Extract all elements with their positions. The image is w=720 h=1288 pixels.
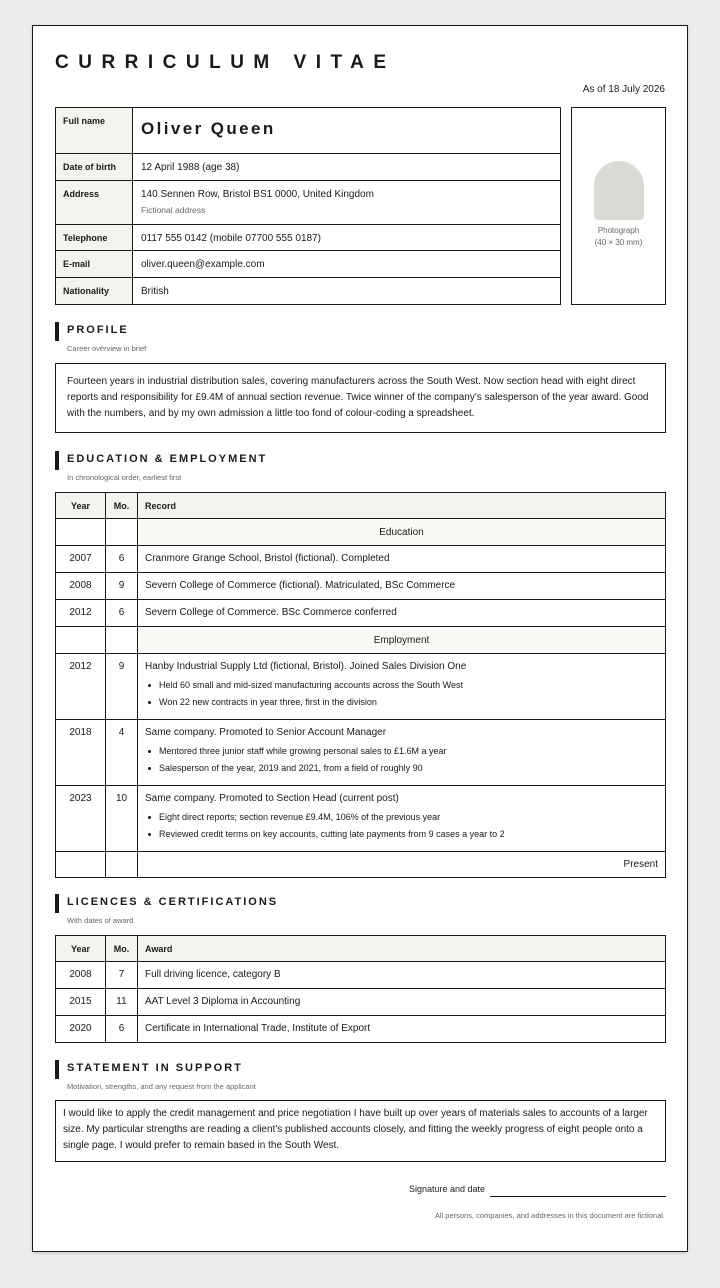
as-of-date: As of 18 July 2026 [582, 84, 665, 95]
table-row: 2008 7 Full driving licence, category B [56, 962, 666, 989]
signature-label: Signature and date [409, 1184, 486, 1194]
email-value: oliver.queen@example.com [133, 251, 561, 278]
full-name-label: Full name [56, 108, 133, 154]
table-row: 2012 9 Hanby Industrial Supply Ltd (fictional, Bristol). Joined Sales Division One Held 60 small and mid-sized manufacturing accounts across the South West Won 22 new contracts in year three, first in the division [56, 654, 666, 720]
section-subtitle: In chronological order, earliest first [67, 473, 182, 482]
statement-text: I would like to apply the credit management and price negotiation I have built up over years of materials sales to accounts of a larger size. My particular strengths are reading a client's published accounts closely, and fitting the weekly progress of eight people onto a single page. I would prefer to remain based in the South West. [55, 1100, 666, 1162]
list-item: Mentored three junior staff while growing personal sales to £1.6M a year [145, 743, 658, 760]
address-label: Address [56, 181, 133, 225]
education-divider: Education [138, 519, 666, 546]
section-title: PROFILE [67, 324, 129, 336]
fictional-note: All persons, companies, and addresses in this document are fictional. [434, 1211, 665, 1220]
table-row: 2008 9 Severn College of Commerce (fictional). Matriculated, BSc Commerce [56, 573, 666, 600]
table-row: 2023 10 Same company. Promoted to Section Head (current post) Eight direct reports; section revenue £9.4M, 106% of the previous year Reviewed credit terms on key accounts, cutting late payments from 9 cases a year to 2 [56, 786, 666, 852]
list-item: Won 22 new contracts in year three, first in the division [145, 694, 658, 711]
present-label: Present [138, 852, 666, 878]
section-title: EDUCATION & EMPLOYMENT [67, 453, 268, 465]
telephone-value: 0117 555 0142 (mobile 07700 555 0187) [133, 225, 561, 251]
address-value: 140 Sennen Row, Bristol BS1 0000, United Kingdom [141, 189, 374, 200]
photo-caption: Photograph [597, 226, 640, 235]
document-title: CURRICULUM VITAE [55, 52, 396, 73]
record-text: Same company. Promoted to Senior Account Manager [145, 727, 387, 738]
section-bar [55, 322, 59, 341]
col-year-header: Year [56, 493, 106, 519]
photo-size: (40 × 30 mm) [594, 238, 643, 247]
col-month-header: Mo. [106, 493, 138, 519]
bullet-list [145, 677, 658, 711]
bullet-list [145, 743, 658, 777]
table-row: 2012 6 Severn College of Commerce. BSc Commerce conferred [56, 600, 666, 627]
table-row: 2015 11 AAT Level 3 Diploma in Accounting [56, 989, 666, 1016]
section-title: STATEMENT IN SUPPORT [67, 1062, 243, 1074]
telephone-label: Telephone [56, 225, 133, 251]
section-bar [55, 451, 59, 470]
cv-sheet [32, 25, 688, 1252]
record-text: Hanby Industrial Supply Ltd (fictional, Bristol). Joined Sales Division One [145, 661, 467, 672]
record-text: Same company. Promoted to Section Head (current post) [145, 793, 399, 804]
history-table [55, 492, 666, 878]
address-cell [133, 181, 561, 225]
full-name-value: Oliver Queen [133, 108, 561, 154]
section-subtitle: Career overview in brief [67, 344, 147, 353]
personal-details-table [55, 107, 561, 305]
email-label: E-mail [56, 251, 133, 278]
col-award-header: Award [138, 936, 666, 962]
col-month-header: Mo. [106, 936, 138, 962]
section-subtitle: Motivation, strengths, and any request from the applicant [67, 1082, 256, 1091]
bullet-list [145, 809, 658, 843]
section-bar [55, 1060, 59, 1079]
photo-placeholder-icon [594, 161, 644, 220]
list-item: Held 60 small and mid-sized manufacturing accounts across the South West [145, 677, 658, 694]
list-item: Salesperson of the year, 2019 and 2021, from a field of roughly 90 [145, 760, 658, 777]
signature-line[interactable] [490, 1196, 666, 1197]
nationality-value: British [133, 278, 561, 305]
licences-table [55, 935, 666, 1043]
col-year-header: Year [56, 936, 106, 962]
profile-text: Fourteen years in industrial distribution sales, covering manufacturers across the South West. Now section head with eight direct reports and responsibility for £9.4M of annual section revenue. Twice winner of the company's salesperson of the year award. Good with the numbers, and by my own admission a little too fond of colour-coding a spreadsheet. [55, 363, 666, 433]
table-row: 2018 4 Same company. Promoted to Senior Account Manager Mentored three junior staff while growing personal sales to £1.6M a year Salesperson of the year, 2019 and 2021, from a field of roughly 90 [56, 720, 666, 786]
section-subtitle: With dates of award [67, 916, 134, 925]
col-record-header: Record [138, 493, 666, 519]
table-row: 2007 6 Cranmore Grange School, Bristol (fictional). Completed [56, 546, 666, 573]
section-bar [55, 894, 59, 913]
table-row: 2020 6 Certificate in International Trade, Institute of Export [56, 1016, 666, 1043]
address-note: Fictional address [141, 205, 206, 215]
list-item: Eight direct reports; section revenue £9.4M, 106% of the previous year [145, 809, 658, 826]
photo-box [571, 107, 666, 305]
section-title: LICENCES & CERTIFICATIONS [67, 896, 279, 908]
employment-divider: Employment [138, 627, 666, 654]
list-item: Reviewed credit terms on key accounts, cutting late payments from 9 cases a year to 2 [145, 826, 658, 843]
dob-label: Date of birth [56, 154, 133, 181]
nationality-label: Nationality [56, 278, 133, 305]
dob-value: 12 April 1988 (age 38) [133, 154, 561, 181]
